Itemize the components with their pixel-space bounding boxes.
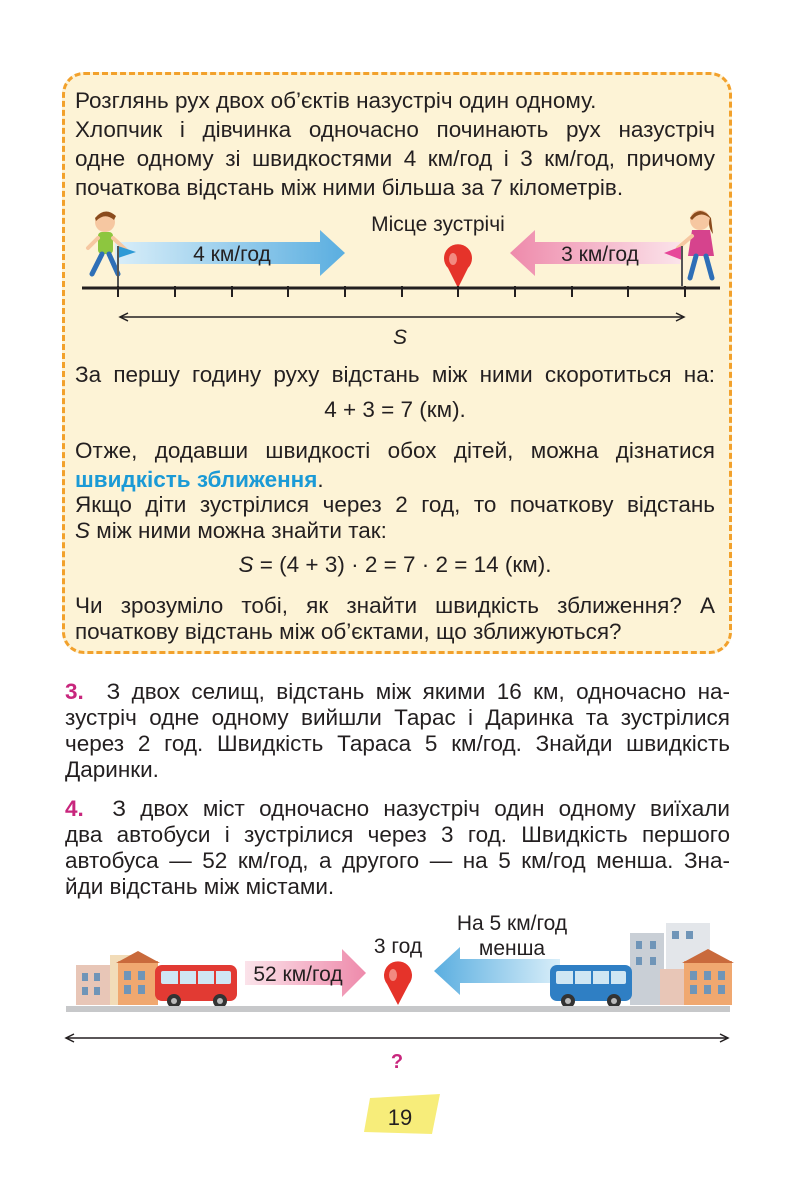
bus2-speed-line2: менша xyxy=(478,937,546,960)
task3-line: через 2 год. Швидкість Тараса 5 км/год. Знайди швидкість xyxy=(65,731,730,756)
left-city-icon xyxy=(76,951,160,1005)
if-text: Якщо діти зустрілися через 2 год, то початкову відстань xyxy=(75,492,715,517)
task3-number: 3. xyxy=(65,679,84,704)
task4-line: автобуса — 52 км/год, а другого — на 5 км/год менша. Зна- xyxy=(65,848,730,873)
intro-line: Розглянь рух двох об’єктів назустріч один одному. xyxy=(75,88,597,113)
distance-label: S xyxy=(392,326,408,349)
task4-line xyxy=(65,794,730,823)
question-line: початкову відстань між об’єктами, що зближуються? xyxy=(75,619,622,644)
red-bus-icon xyxy=(155,965,237,1008)
task4-line: йди відстань між містами. xyxy=(65,874,335,899)
bus1-speed-label: 52 км/год xyxy=(253,963,343,986)
task4-line: два автобуси і зустрілися через 3 год. Швидкість першого xyxy=(65,822,730,847)
blue-bus-icon xyxy=(550,965,632,1008)
task3-first-line: З двох селищ, відстань між якими 16 км, одночасно на- xyxy=(106,679,730,704)
task4-number: 4. xyxy=(65,796,84,821)
page-number-badge xyxy=(360,1092,444,1138)
first-hour-text: За першу годину руху відстань між ними скоротиться на: xyxy=(75,362,715,387)
meeting-diagram xyxy=(70,200,730,350)
task3-line: зустріч одне одному вийшли Тарас і Даринка та зустрілися xyxy=(65,705,730,730)
intro-line: початкова відстань між ними більша за 7 кілометрів. xyxy=(75,175,624,200)
meeting-place-label: Місце зустрічі xyxy=(371,213,505,236)
road xyxy=(66,1006,730,1012)
question-line: Чи зрозуміло тобі, як знайти швидкість зближення? А xyxy=(75,593,715,618)
bus-diagram xyxy=(60,905,740,1080)
distance-arrow xyxy=(120,313,684,321)
task4-first-line: З двох міст одночасно назустріч один одному виїхали xyxy=(112,796,730,821)
task3-line xyxy=(65,677,730,706)
right-city-icon xyxy=(630,923,734,1005)
term-period: . xyxy=(317,467,324,492)
if-text-line2 xyxy=(75,516,715,545)
so-text: Отже, додавши швидкості обох дітей, можна дізнатися xyxy=(75,438,715,463)
map-pin-icon xyxy=(444,244,472,288)
girl-speed-label: 3 км/год xyxy=(561,243,639,266)
bus2-speed-line1: На 5 км/год xyxy=(456,912,568,935)
approach-speed-term: швидкість зближення xyxy=(75,467,318,492)
distance-formula xyxy=(75,550,715,579)
page-number: 19 xyxy=(387,1105,413,1130)
s-variable: S xyxy=(238,552,254,577)
distance-arrow xyxy=(66,1034,728,1042)
boy-speed-label: 4 км/год xyxy=(193,243,271,266)
task3-line: Даринки. xyxy=(65,757,159,782)
s-variable: S xyxy=(75,518,91,543)
map-pin-icon xyxy=(384,961,412,1005)
intro-line: Хлопчик і дівчинка одночасно починають рух назустріч xyxy=(75,117,715,142)
sum-formula: 4 + 3 = 7 (км). xyxy=(324,397,466,422)
intro-line: одне одному зі швидкостями 4 км/год і 3 км/год, причому xyxy=(75,146,715,171)
if-text-rest: між ними можна знайти так: xyxy=(90,518,387,543)
unknown-distance-label: ? xyxy=(390,1051,404,1073)
distance-formula-rest: = (4 + 3) · 2 = 7 · 2 = 14 (км). xyxy=(253,552,552,577)
time-label: 3 год xyxy=(373,935,423,958)
